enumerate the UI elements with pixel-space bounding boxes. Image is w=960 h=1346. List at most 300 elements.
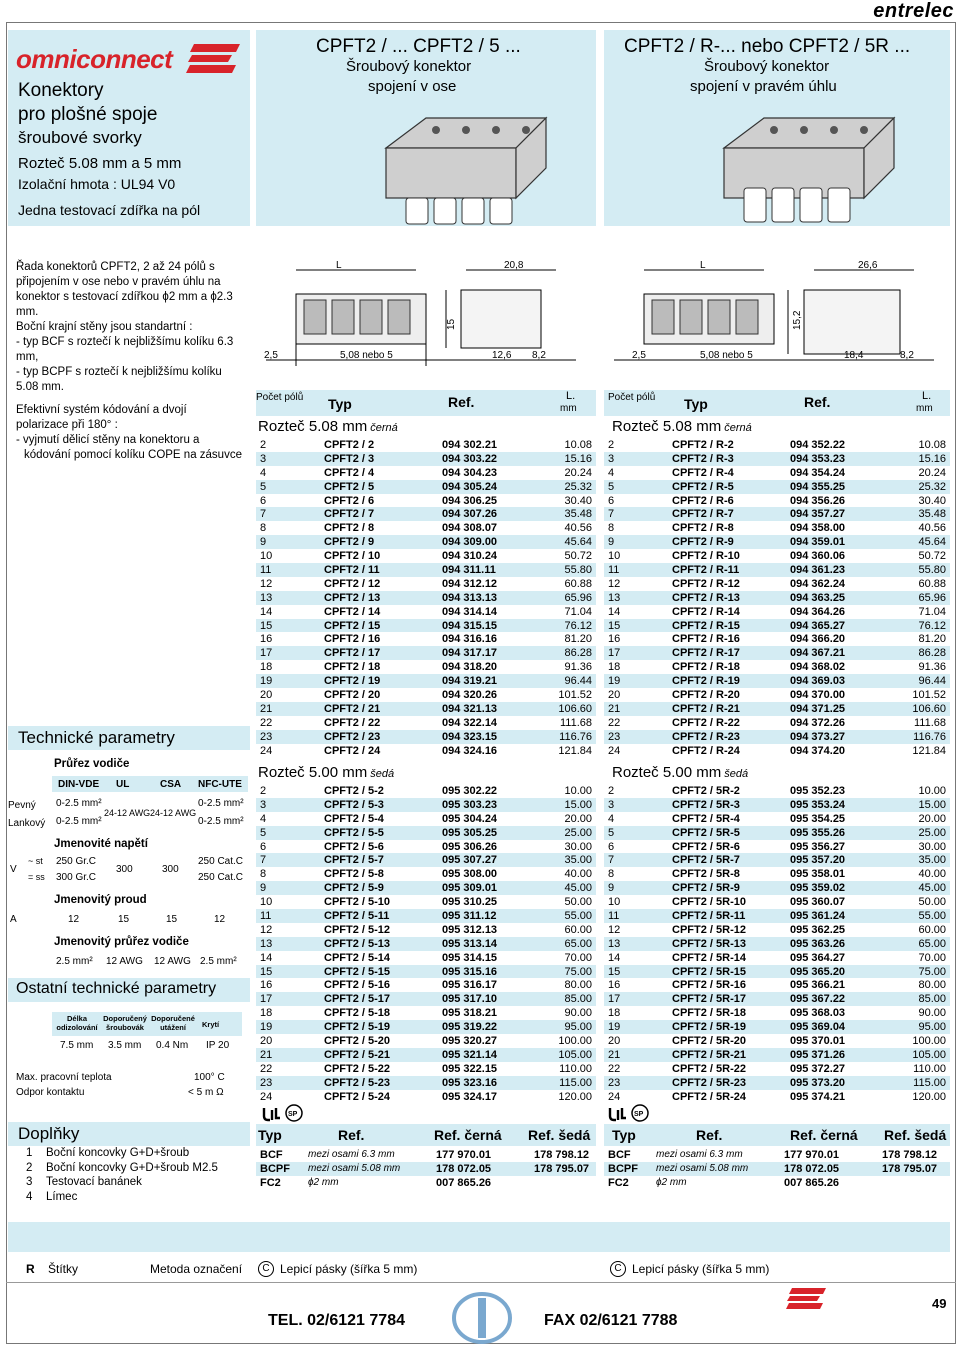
type-cell: CPFT2 / 5R-8 <box>672 868 740 881</box>
marking-r: R <box>26 1262 35 1276</box>
table-row <box>256 826 596 840</box>
type-cell: CPFT2 / R-24 <box>672 744 740 757</box>
dim1-b: 12,6 <box>492 350 512 361</box>
table-row <box>256 632 596 646</box>
length-cell: 60.00 <box>918 923 946 936</box>
ref-cell: 095 304.24 <box>442 812 498 825</box>
poles-cell: 2 <box>608 438 615 451</box>
poles-cell: 17 <box>260 647 273 660</box>
table-row <box>256 840 596 854</box>
type-cell: CPFT2 / R-10 <box>672 550 740 563</box>
ref-cell: 095 365.20 <box>790 965 846 978</box>
table-row <box>604 494 950 508</box>
length-cell: 101.52 <box>912 688 946 701</box>
table-row <box>604 507 950 521</box>
length-cell: 71.04 <box>564 605 592 618</box>
table-row <box>604 867 950 881</box>
poles-cell: 13 <box>260 937 273 950</box>
ref-cell: 094 315.15 <box>442 619 498 632</box>
acc-item: 4 Límec <box>26 1190 78 1203</box>
poles-cell: 11 <box>260 563 272 576</box>
table-row <box>256 494 596 508</box>
type-cell: CPFT2 / 5R-15 <box>672 965 746 978</box>
section-ul: 12 AWG <box>106 956 143 967</box>
type-cell: CPFT2 / 9 <box>324 536 375 549</box>
table-row <box>256 591 596 605</box>
logo-text: omniconnect <box>16 44 173 74</box>
dim1-pitch: 5,08 nebo 5 <box>340 350 393 361</box>
std-ul: UL <box>116 779 130 790</box>
table-row <box>604 923 950 937</box>
length-cell: 85.00 <box>918 993 946 1006</box>
ref-cell: 095 309.01 <box>442 882 498 895</box>
poles-cell: 10 <box>260 896 273 909</box>
type-cell: CPFT2 / 5-24 <box>324 1090 391 1103</box>
length-cell: 50.72 <box>564 550 592 563</box>
length-cell: 65.96 <box>564 591 592 604</box>
length-cell: 105.00 <box>912 1048 946 1061</box>
ref-cell: 095 322.15 <box>442 1062 498 1075</box>
acc-table-2 <box>604 1148 950 1190</box>
ref-cell: 094 374.20 <box>790 744 846 757</box>
t1-L-head: L. <box>566 390 576 402</box>
poles-cell: 9 <box>260 882 267 895</box>
length-cell: 20.24 <box>918 466 946 479</box>
ref-cell: 094 354.24 <box>790 466 846 479</box>
poles-cell: 16 <box>608 633 621 646</box>
t2-poles-head: Počet pólů <box>608 392 656 403</box>
type-cell: CPFT2 / R-14 <box>672 605 740 618</box>
dimension-drawing-rightangle <box>604 258 950 378</box>
table-row <box>256 507 596 521</box>
length-cell: 75.00 <box>918 965 946 978</box>
poles-cell: 23 <box>260 730 273 743</box>
table-row <box>604 591 950 605</box>
accessory-row <box>256 1162 596 1176</box>
poles-cell: 4 <box>608 812 615 825</box>
length-cell: 111.68 <box>913 716 946 729</box>
length-cell: 15.00 <box>918 798 946 811</box>
acc-item: 1 Boční koncovky G+D+šroub <box>26 1147 190 1159</box>
type-cell: CPFT2 / 5R-17 <box>672 993 746 1006</box>
type-cell: CPFT2 / R-22 <box>672 716 740 729</box>
poles-cell: 17 <box>608 647 621 660</box>
accessories-list <box>26 1146 218 1204</box>
table-row <box>256 438 596 452</box>
ref-cell: 094 369.03 <box>790 675 846 688</box>
other-v2: 3.5 mm <box>108 1040 142 1051</box>
table-row <box>256 867 596 881</box>
poles-cell: 7 <box>608 508 615 521</box>
ul-v: 300 <box>116 864 133 875</box>
table-row <box>256 646 596 660</box>
dim1-a: 2,5 <box>264 350 278 361</box>
table-row <box>604 992 950 1006</box>
table-row <box>604 563 950 577</box>
length-cell: 30.00 <box>564 840 592 853</box>
rigid-label: Pevný <box>8 800 36 811</box>
ref-cell: 094 359.01 <box>790 536 846 549</box>
type-cell: CPFT2 / 5-16 <box>324 979 391 992</box>
length-cell: 25.32 <box>918 480 946 493</box>
dim1-h: 15 <box>446 318 457 330</box>
length-cell: 35.48 <box>564 508 592 521</box>
acc-ref-black-cell: 177 970.01 <box>436 1148 492 1161</box>
poles-cell: 18 <box>260 1007 273 1020</box>
ref-cell: 095 311.12 <box>442 909 497 922</box>
length-cell: 75.00 <box>564 965 592 978</box>
length-cell: 100.00 <box>912 1034 946 1047</box>
ref-cell: 094 306.25 <box>442 494 498 507</box>
csa-v: 300 <box>162 864 179 875</box>
length-cell: 55.00 <box>564 909 592 922</box>
ref-cell: 094 305.24 <box>442 480 498 493</box>
table-row <box>604 909 950 923</box>
type-cell: CPFT2 / 5-11 <box>324 909 390 922</box>
left-title-1: Konektory <box>18 80 104 101</box>
table-row <box>256 674 596 688</box>
poles-cell: 8 <box>260 868 267 881</box>
tech-params <box>8 752 250 972</box>
poles-cell: 4 <box>608 466 615 479</box>
other-title: Ostatní technické parametry <box>16 980 217 997</box>
table-row <box>256 535 596 549</box>
rated-section-label: Jmenovitý průřez vodiče <box>54 936 189 948</box>
poles-cell: 10 <box>608 896 621 909</box>
std-din: DIN-VDE <box>58 779 100 790</box>
table-row <box>256 619 596 633</box>
type-cell: CPFT2 / 5-2 <box>324 784 384 797</box>
table-row <box>256 480 596 494</box>
type-cell: CPFT2 / 5-17 <box>324 993 391 1006</box>
poles-cell: 18 <box>260 661 273 674</box>
length-cell: 80.00 <box>918 979 946 992</box>
table-row <box>256 1090 596 1104</box>
din-rigid: 0-2.5 mm² <box>56 798 102 809</box>
ref-cell: 094 316.16 <box>442 633 498 646</box>
type-cell: CPFT2 / 5R-9 <box>672 882 740 895</box>
type-cell: CPFT2 / R-17 <box>672 647 740 660</box>
acc-item: 3 Testovací banánek <box>26 1176 142 1188</box>
connector-rightangle-image <box>694 108 924 226</box>
type-cell: CPFT2 / 5-18 <box>324 1007 391 1020</box>
other-title-bar <box>8 978 250 1002</box>
length-cell: 10.08 <box>564 438 592 451</box>
col2-subtitle-1: Šroubový konektor <box>704 58 830 75</box>
type-cell: CPFT2 / 11 <box>324 563 380 576</box>
t1-sec500-label: Rozteč 5.00 mm <box>258 764 368 781</box>
type-cell: CPFT2 / 5R-3 <box>672 798 740 811</box>
desc-p2a: - typ BCF s roztečí k nejbližšímu kolíku 6.3 mm, <box>16 336 234 363</box>
ref-cell: 094 373.27 <box>790 730 846 743</box>
left-insulation: Izolační hmota : UL94 V0 <box>18 176 176 192</box>
t2-typ-head: Typ <box>684 396 708 412</box>
poles-cell: 17 <box>608 993 621 1006</box>
left-title-3: šroubové svorky <box>18 128 142 147</box>
acc-ref-black-cell: 177 970.01 <box>784 1148 840 1161</box>
type-cell: CPFT2 / 17 <box>324 647 381 660</box>
nfc-dc: 250 Cat.C <box>198 872 244 883</box>
ref-cell: 095 371.26 <box>790 1048 846 1061</box>
poles-cell: 19 <box>260 675 273 688</box>
tech-title: Technické parametry <box>18 728 175 747</box>
table-row <box>256 784 596 798</box>
acc-desc-cell: mezi osami 5.08 mm <box>656 1163 749 1175</box>
poles-cell: 18 <box>608 661 621 674</box>
col1-header-panel <box>256 30 596 226</box>
poles-cell: 23 <box>260 1076 273 1089</box>
type-cell: CPFT2 / 19 <box>324 675 381 688</box>
length-cell: 10.08 <box>918 438 946 451</box>
type-cell: CPFT2 / 5R-5 <box>672 826 740 839</box>
ref-cell: 094 371.25 <box>790 702 846 715</box>
t2-sec500-color: šedá <box>724 768 749 780</box>
ref-cell: 095 305.25 <box>442 826 498 839</box>
table-row <box>604 438 950 452</box>
other-h3: Doporučené utážení <box>151 1014 195 1032</box>
ref-cell: 094 310.24 <box>442 550 498 563</box>
std-nfc: NFC-UTE <box>198 779 242 790</box>
t1-sec508-label: Rozteč 5.08 mm <box>258 418 368 435</box>
a-label: A <box>10 914 17 925</box>
type-cell: CPFT2 / 5-4 <box>324 812 384 825</box>
poles-cell: 9 <box>608 536 615 549</box>
poles-cell: 11 <box>260 909 272 922</box>
other-v1: 7.5 mm <box>60 1040 94 1051</box>
poles-cell: 10 <box>260 550 273 563</box>
length-cell: 110.00 <box>559 1062 592 1075</box>
type-cell: CPFT2 / 5-23 <box>324 1076 391 1089</box>
length-cell: 116.76 <box>913 730 946 743</box>
ref-cell: 095 361.24 <box>790 909 846 922</box>
ul-csa-marks-2 <box>608 1104 649 1125</box>
poles-cell: 23 <box>608 1076 621 1089</box>
length-cell: 81.20 <box>918 633 946 646</box>
acc-type-cell: FC2 <box>260 1176 281 1189</box>
poles-cell: 20 <box>608 1034 621 1047</box>
table-row <box>604 632 950 646</box>
table-row <box>604 798 950 812</box>
length-cell: 96.44 <box>918 675 946 688</box>
type-cell: CPFT2 / 5R-7 <box>672 854 740 867</box>
ref-cell: 094 321.13 <box>442 702 498 715</box>
table-row <box>256 452 596 466</box>
ref-cell: 095 372.27 <box>790 1062 846 1075</box>
table1-500 <box>256 784 596 1103</box>
poles-cell: 24 <box>608 744 621 757</box>
ref-cell: 094 356.26 <box>790 494 846 507</box>
poles-cell: 14 <box>608 951 621 964</box>
type-cell: CPFT2 / 5R-22 <box>672 1062 746 1075</box>
type-cell: CPFT2 / 5-10 <box>324 896 391 909</box>
poles-cell: 20 <box>608 688 621 701</box>
dim1-L: L <box>336 260 342 271</box>
ref-cell: 095 315.16 <box>442 965 498 978</box>
table-row <box>604 466 950 480</box>
length-cell: 76.12 <box>918 619 946 632</box>
poles-cell: 2 <box>608 784 615 797</box>
ref-cell: 095 319.22 <box>442 1021 498 1034</box>
poles-cell: 12 <box>608 923 621 936</box>
acc-ref-black-cell: 007 865.26 <box>784 1176 840 1189</box>
type-cell: CPFT2 / 10 <box>324 550 381 563</box>
other-v3: 0.4 Nm <box>156 1040 189 1051</box>
type-cell: CPFT2 / 5R-21 <box>672 1048 746 1061</box>
nfc-ac: 250 Cat.C <box>198 856 244 867</box>
acc-ref-black-cell: 007 865.26 <box>436 1176 492 1189</box>
ref-cell: 094 318.20 <box>442 661 498 674</box>
table-row <box>256 1020 596 1034</box>
svg-text:SP: SP <box>288 1111 298 1118</box>
ac-label: ~ st <box>28 856 43 866</box>
length-cell: 45.00 <box>918 882 946 895</box>
footer-tel: TEL. 02/6121 7784 <box>268 1312 405 1329</box>
t2-L-head: L. <box>922 390 932 402</box>
poles-cell: 22 <box>260 1062 273 1075</box>
ref-cell: 095 362.25 <box>790 923 846 936</box>
type-cell: CPFT2 / 15 <box>324 619 381 632</box>
type-cell: CPFT2 / 16 <box>324 633 381 646</box>
poles-cell: 8 <box>608 522 615 535</box>
length-cell: 106.60 <box>912 702 946 715</box>
poles-cell: 7 <box>260 508 267 521</box>
ref-cell: 095 316.17 <box>442 979 498 992</box>
length-cell: 65.96 <box>918 591 946 604</box>
type-cell: CPFT2 / 5-3 <box>324 798 384 811</box>
poles-cell: 4 <box>260 812 267 825</box>
acc-desc-cell: mezi osami 6.3 mm <box>656 1149 743 1161</box>
ref-cell: 095 312.13 <box>442 923 498 936</box>
table-row <box>256 1076 596 1090</box>
res-label: Odpor kontaktu <box>16 1087 85 1098</box>
length-cell: 91.36 <box>564 661 592 674</box>
table1-508 <box>256 438 596 757</box>
ref-cell: 094 370.00 <box>790 688 846 701</box>
ref-cell: 095 302.22 <box>442 784 498 797</box>
ref-cell: 094 311.11 <box>442 563 496 576</box>
type-cell: CPFT2 / 5-6 <box>324 840 384 853</box>
table-row <box>604 702 950 716</box>
type-cell: CPFT2 / 5 <box>324 480 375 493</box>
length-cell: 105.00 <box>558 1048 592 1061</box>
t2-sec500-title <box>612 764 748 781</box>
csa-mark-icon <box>285 1104 303 1122</box>
type-cell: CPFT2 / R-15 <box>672 619 740 632</box>
length-cell: 95.00 <box>564 1021 592 1034</box>
ul-csa-marks-1 <box>262 1104 303 1125</box>
poles-cell: 14 <box>260 605 273 618</box>
type-cell: CPFT2 / 12 <box>324 577 381 590</box>
length-cell: 60.00 <box>564 923 592 936</box>
ref-cell: 095 356.27 <box>790 840 846 853</box>
ref-cell: 094 304.23 <box>442 466 498 479</box>
type-cell: CPFT2 / 5R-18 <box>672 1007 746 1020</box>
table-row <box>604 853 950 867</box>
type-cell: CPFT2 / R-7 <box>672 508 734 521</box>
ref-cell: 094 303.22 <box>442 452 498 465</box>
type-cell: CPFT2 / 18 <box>324 661 381 674</box>
ref-cell: 095 354.25 <box>790 812 846 825</box>
table1-header <box>256 390 596 416</box>
marking-method: Metoda označení <box>150 1262 243 1276</box>
col1-subtitle-2: spojení v ose <box>368 78 457 95</box>
table-row <box>256 909 596 923</box>
type-cell: CPFT2 / 5R-10 <box>672 896 746 909</box>
ref-cell: 094 320.26 <box>442 688 498 701</box>
type-cell: CPFT2 / R-13 <box>672 591 740 604</box>
poles-cell: 24 <box>608 1090 621 1103</box>
table-row <box>256 744 596 758</box>
type-cell: CPFT2 / 5R-11 <box>672 909 746 922</box>
length-cell: 80.00 <box>564 979 592 992</box>
ref-cell: 095 363.26 <box>790 937 846 950</box>
left-header-panel <box>8 30 250 226</box>
table-row <box>256 521 596 535</box>
poles-cell: 9 <box>608 882 615 895</box>
ref-cell: 094 364.26 <box>790 605 846 618</box>
length-cell: 121.84 <box>912 744 946 757</box>
ref-cell: 095 308.00 <box>442 868 498 881</box>
poles-cell: 10 <box>608 550 621 563</box>
table-row <box>256 992 596 1006</box>
type-cell: CPFT2 / R-18 <box>672 661 740 674</box>
t1-sec500-title <box>258 764 394 781</box>
table-row <box>256 895 596 909</box>
table-row <box>604 619 950 633</box>
marking-c1: C <box>258 1261 274 1277</box>
length-cell: 55.00 <box>918 909 946 922</box>
ref-cell: 094 309.00 <box>442 536 498 549</box>
length-cell: 65.00 <box>564 937 592 950</box>
length-cell: 25.00 <box>564 826 592 839</box>
length-cell: 50.00 <box>564 896 592 909</box>
table-row <box>604 452 950 466</box>
poles-cell: 15 <box>608 965 621 978</box>
poles-cell: 3 <box>260 452 267 465</box>
table-row <box>256 549 596 563</box>
table-row <box>604 840 950 854</box>
desc-p3: Efektivní systém kódování a dvojí polarizace při 180° : <box>16 404 187 431</box>
table-row <box>604 730 950 744</box>
length-cell: 15.16 <box>918 452 946 465</box>
table-row <box>256 1048 596 1062</box>
poles-cell: 23 <box>608 730 621 743</box>
poles-cell: 20 <box>260 1034 273 1047</box>
svg-text:SP: SP <box>634 1111 644 1118</box>
col2-header-panel <box>604 30 950 226</box>
table2-header <box>604 390 950 416</box>
current-ul: 15 <box>118 914 130 925</box>
table-row <box>256 688 596 702</box>
acc-type-cell: BCF <box>608 1148 631 1161</box>
table-row <box>604 716 950 730</box>
table-row <box>604 978 950 992</box>
ref-cell: 094 314.14 <box>442 605 498 618</box>
table-row <box>256 563 596 577</box>
ref-cell: 095 313.14 <box>442 937 498 950</box>
table-row <box>604 549 950 563</box>
length-cell: 60.88 <box>564 577 592 590</box>
length-cell: 101.52 <box>558 688 592 701</box>
length-cell: 50.00 <box>918 896 946 909</box>
ref-cell: 095 369.04 <box>790 1021 846 1034</box>
poles-cell: 19 <box>608 675 621 688</box>
dim2-w: 26,6 <box>858 260 878 271</box>
length-cell: 120.00 <box>912 1090 946 1103</box>
table-row <box>604 660 950 674</box>
poles-cell: 21 <box>608 1048 621 1061</box>
table-row <box>256 1034 596 1048</box>
